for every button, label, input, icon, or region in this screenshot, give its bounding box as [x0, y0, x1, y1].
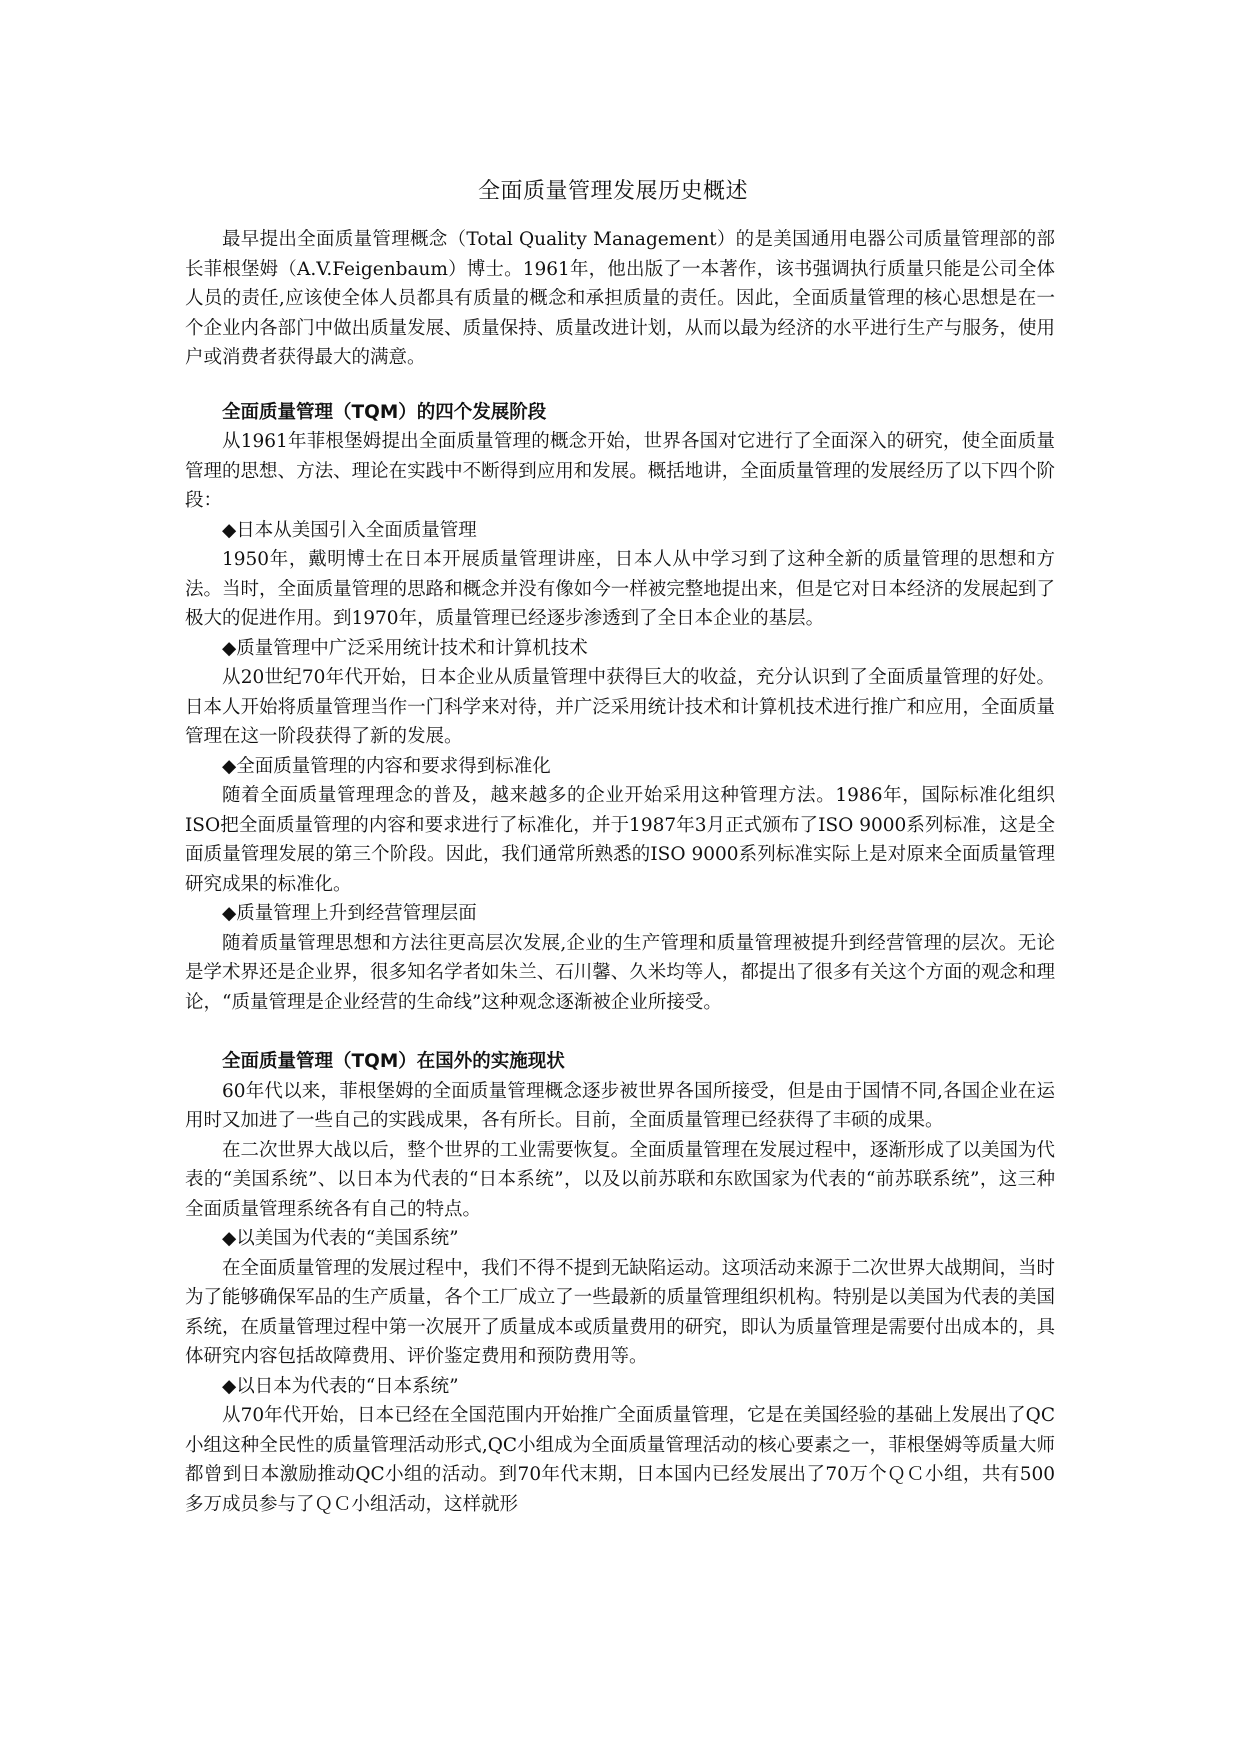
body-paragraph: 在全面质量管理的发展过程中，我们不得不提到无缺陷运动。这项活动来源于二次世界大战期间，当时为了能够确保军品的生产质量，各个工厂成立了一些最新的质量管理组织机构。特别是以美国为代表的美国系统，在质量管理过程中第一次展开了质量成本或质量费用的研究，即认为质量管理是需要付出成本的，具体研究内容包括故障费用、评价鉴定费用和预防费用等。	[185, 1257, 1055, 1367]
body-paragraph: 随着全面质量管理理念的普及，越来越多的企业开始采用这种管理方法。1986年，国际标准化组织ISO把全面质量管理的内容和要求进行了标准化，并于1987年3月正式颁布了ISO 9000系列标准，这是全面质量管理发展的第三个阶段。因此，我们通常所熟悉的ISO 9000系列标准实际上是对原来全面质量管理研究成果的标准化。	[185, 785, 1055, 895]
body-paragraph: 从20世纪70年代开始，日本企业从质量管理中获得巨大的收益，充分认识到了全面质量管理的好处。日本人开始将质量管理当作一门科学来对待，并广泛采用统计技术和计算机技术进行推广和应用，全面质量管理在这一阶段获得了新的发展。	[185, 667, 1055, 747]
bullet-item: ◆质量管理上升到经营管理层面	[222, 903, 477, 924]
body-paragraph: 1950年，戴明博士在日本开展质量管理讲座，日本人从中学习到了这种全新的质量管理的思想和方法。当时，全面质量管理的思路和概念并没有像如今一样被完整地提出来，但是它对日本经济的发展起到了极大的促进作用。到1970年，质量管理已经逐步渗透到了全日本企业的基层。	[185, 549, 1055, 629]
body-paragraph: 在二次世界大战以后，整个世界的工业需要恢复。全面质量管理在发展过程中，逐渐形成了以美国为代表的“美国系统”、以日本为代表的“日本系统”，以及以前苏联和东欧国家为代表的“前苏联系统”，这三种全面质量管理系统各有自己的特点。	[185, 1139, 1055, 1220]
bullet-item: ◆质量管理中广泛采用统计技术和计算机技术	[222, 637, 588, 659]
section-heading-foreign-implementation: 全面质量管理（TQM）在国外的实施现状	[222, 1051, 565, 1072]
document-page	[185, 150, 1055, 1519]
stages-intro-paragraph: 从1961年菲根堡姆提出全面质量管理的概念开始，世界各国对它进行了全面深入的研究，使全面质量管理的思想、方法、理论在实践中不断得到应用和发展。概括地讲，全面质量管理的发展经历了以下四个阶段：	[185, 431, 1055, 511]
intro-paragraph: 最早提出全面质量管理概念（Total Quality Management）的是美国通用电器公司质量管理部的部长菲根堡姆（A.V.Feigenbaum）博士。1961年，他出版了一本著作，该书强调执行质量只能是公司全体人员的责任,应该使全体人员都具有质量的概念和承担质量的责任。因此，全面质量管理的核心思想是在一个企业内各部门中做出质量发展、质量保持、质量改进计划，从而以最为经济的水平进行生产与服务，使用户或消费者获得最大的满意。	[185, 229, 1055, 368]
body-paragraph: 60年代以来，菲根堡姆的全面质量管理概念逐步被世界各国所接受，但是由于国情不同,各国企业在运用时又加进了一些自己的实践成果，各有所长。目前，全面质量管理已经获得了丰硕的成果。	[185, 1080, 1055, 1131]
body-paragraph: 从70年代开始，日本已经在全国范围内开始推广全面质量管理，它是在美国经验的基础上发展出了QC小组这种全民性的质量管理活动形式,QC小组成为全面质量管理活动的核心要素之一，菲根堡姆等质量大师都曾到日本激励推动QC小组的活动。到70年代末期，日本国内已经发展出了70万个ＱＣ小组，共有500多万成员参与了ＱＣ小组活动，这样就形	[185, 1405, 1055, 1515]
section-heading-development-stages: 全面质量管理（TQM）的四个发展阶段	[222, 401, 547, 423]
bullet-item: ◆全面质量管理的内容和要求得到标准化	[222, 755, 551, 777]
bullet-item: ◆以美国为代表的“美国系统”	[222, 1228, 459, 1249]
document-title: 全面质量管理发展历史概述	[477, 179, 748, 204]
body-paragraph: 随着质量管理思想和方法往更高层次发展,企业的生产管理和质量管理被提升到经营管理的层次。无论是学术界还是企业界，很多知名学者如朱兰、石川馨、久米均等人，都提出了很多有关这个方面的观念和理论，“质量管理是企业经营的生命线”这种观念逐渐被企业所接受。	[185, 932, 1055, 1013]
bullet-item: ◆日本从美国引入全面质量管理	[222, 519, 477, 541]
bullet-item: ◆以日本为代表的“日本系统”	[222, 1375, 459, 1397]
